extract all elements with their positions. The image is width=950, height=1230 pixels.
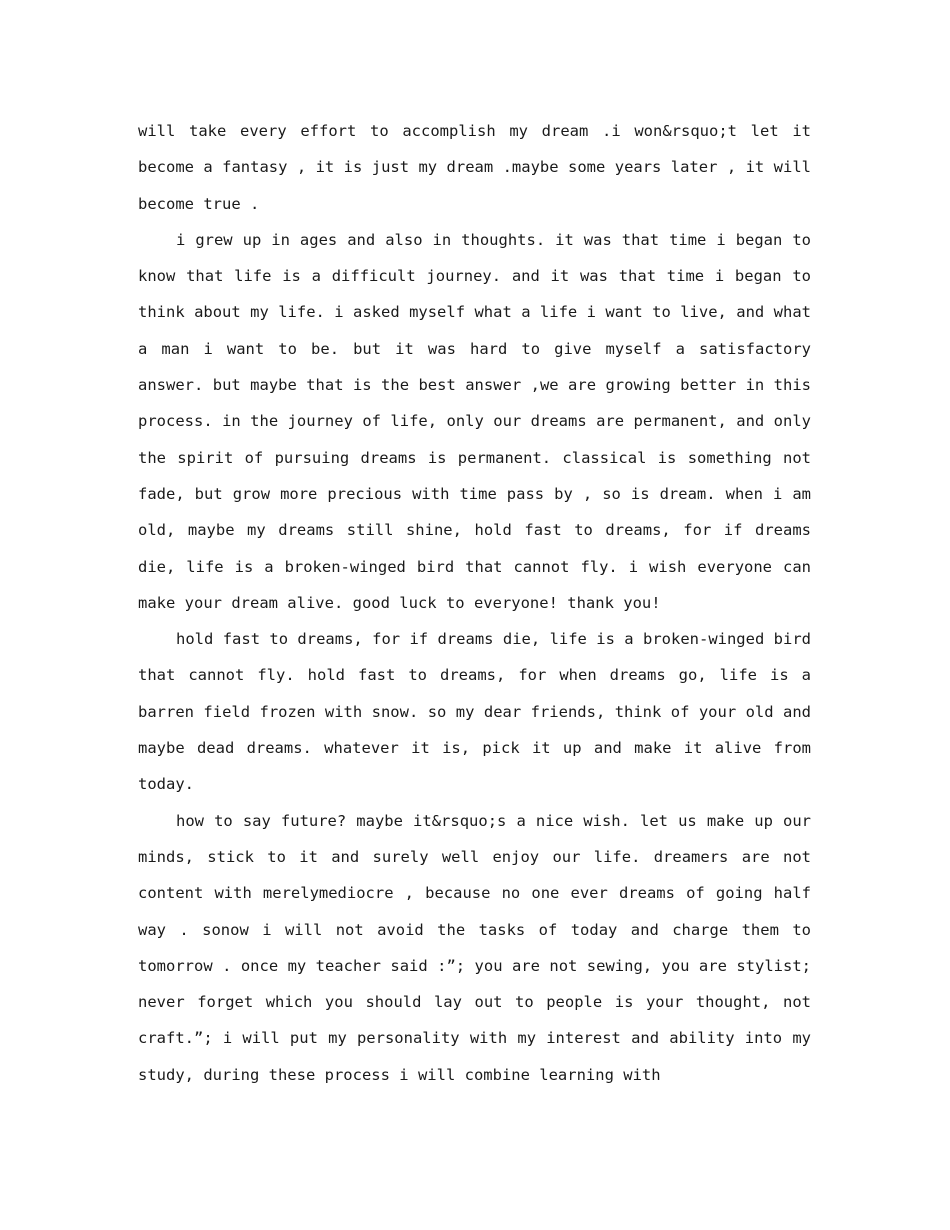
paragraph-2: i grew up in ages and also in thoughts. it was that time i began to know that life is a difficult journey. and it was that time i began to think about my life. i asked myself what a life i want to live, and what a man i want to be. but it was hard to give myself a satisfactory answer. but maybe that is the best answer ,we are growing better in this process. in the journey of life, only our dreams are permanent, and only the spirit of pursuing dreams is permanent. classical is something not fade, but grow more precious with time pass by , so is dream. when i am old, maybe my dreams still shine, hold fast to dreams, for if dreams die, life is a broken-winged bird that cannot fly. i wish everyone can make your dream alive. good luck to everyone! thank you!	[138, 230, 811, 612]
paragraph-4: how to say future? maybe it&rsquo;s a nice wish. let us make up our minds, stick to it and surely well enjoy our life. dreamers are not content with merelymediocre , because no one ever dreams of going half way . sonow i will not avoid the tasks of today and charge them to tomorrow . once my teacher said :”; you are not sewing, you are stylist; never forget which you should lay out to people is your thought, not craft.”; i will put my personality with my interest and ability into my study, during these process i will combine learning with	[138, 811, 811, 1084]
paragraph-3: hold fast to dreams, for if dreams die, life is a broken-winged bird that cannot fly. hold fast to dreams, for when dreams go, life is a barren field frozen with snow. so my dear friends, think of your old and maybe dead dreams. whatever it is, pick it up and make it alive from today.	[138, 630, 811, 794]
paragraph-1: will take every effort to accomplish my dream .i won&rsquo;t let it become a fantasy , it is just my dream .maybe some years later , it will become true .	[138, 122, 811, 213]
document-body	[138, 113, 811, 1093]
